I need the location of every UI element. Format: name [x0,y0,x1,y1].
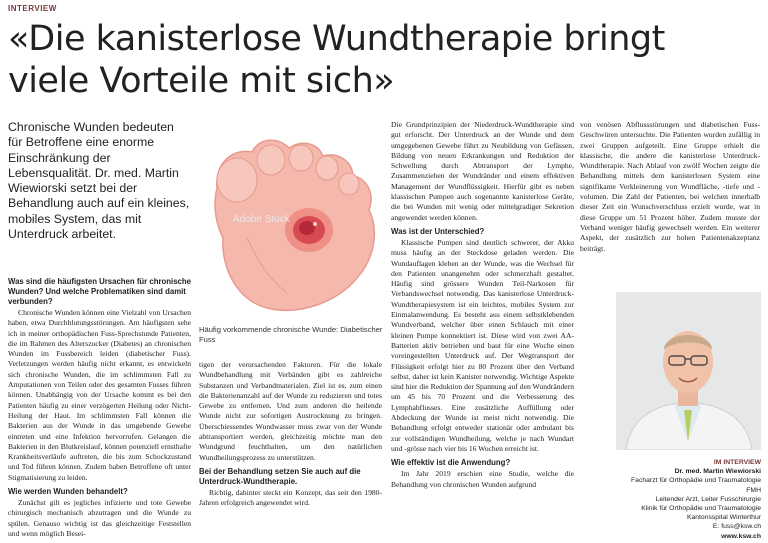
text-column-2 [199,360,382,509]
text-column-3 [391,120,574,490]
doctor-portrait [616,292,761,450]
image-caption: Häufig vorkommende chronische Wunde: Diabetischer Fuss [199,325,383,344]
diabetic-foot-illustration [197,118,387,328]
answer-paragraph: von venösen Abflussstörungen und diabetischen Fuss-Geschwüren untersuchte. Die Patienten wurden zufällig in zwei Gruppen aufgeteilt. Eine Gruppe erhielt die klassische, die andere die kanisterlose Unterdruck-Wundtherapie. Nach Ablauf von zwölf Wochen zeigte die Behandlung mittels dem kanisterlosen System eine signifikante Verkleinerung von Wundfläche, -tiefe und -volumen. Die Zahl der Patienten, bei welchen innerhalb dieser Zeit ein Wunschverschluss erzielt wurde, war in diese Gruppe um 51 Prozent höher. Zudem musste der Verband weniger häufig gewechselt werden. Ein weiterer Aspekt, der zusätzlich zur hohen Patientenakzeptanz beiträgt. [580,120,760,253]
article-headline: «Die kanisterlose Wundtherapie bringt viele Vorteile mit sich» [8,19,665,101]
question-heading: Wie effektiv ist die Anwendung? [391,458,511,468]
watermark-text: Adobe Stock [233,214,290,225]
interviewee-bio [616,458,761,541]
question-heading: Was ist der Unterschied? [391,226,485,236]
answer-paragraph: Chronische Wunden können eine Vielzahl von Ursachen haben, etwa Durchblutungsstörungen. Am häufigsten sehe ich in meiner orthopädischen Fuss-Sprechstunde Patienten, die im Rahmen des Alterszucker (Diabetes) an chronischen Wunden im Fussbereich leiden (diabetischer Fuss). Verletzungen werden häufig nicht erkannt, es entwickeln sich chronische Wunden, die im schlimmsten Fall zu Amputationen von Teilen oder des gesamten Fusses führen können. Unabhängig von der Ursache kommt es bei den Patienten häufig zu einer verzögerten Heilung oder Nicht-Heilung der Haut. Im schlimmsten Fall können die Bakterien aus der Wunde in das umgebende Gewebe eintreten und eine Infektion hervorrufen. Gelangen die Bakterien in den Blutkreislauf, können potenziell ernsthafte Krankheitsverläufe auftreten, die bis zum Schockzustand und Tod führen können. Zudem haben Betroffene oft unter Stigmatisierung zu leiden. [8,308,191,482]
answer-paragraph: tigen der verursachenden Faktoren. Für die lokale Wundbehandlung mit Verbänden gibt es zahlreiche Substanzen und Verbandmaterialen. Ziel ist es, zum einen die Bakterienanzahl auf der Wunde zu reduzieren und totes Gewebe zu entfernen. Und zum anderen die heilende Wunde nicht zur sofortigen Austrocknung zu bringen. Überschiessendes Wundwasser muss zwar von der Wunde abtransportiert werden, gleichzeitig möchte man den Wundgrund feuchthalten, um den natürlichen Wundheilungsprozess zu unterstützen. [199,360,382,462]
text-column-4 [580,120,760,254]
bio-clinic: Klinik für Orthopädie und Traumatologie [641,505,761,513]
text-column-1 [8,273,191,539]
question-heading: Bei der Behandlung setzen Sie auch auf die Unterdruck-Wundtherapie. [199,466,361,486]
bio-position: Leitender Arzt, Leiter Fusschirurgie [655,495,761,503]
section-kicker: INTERVIEW [8,4,57,13]
bio-hospital: Kantonsspital Winterthur [686,514,761,522]
bio-website: www.ksw.ch [721,532,761,540]
question-heading: Wie werden Wunden behandelt? [8,487,128,497]
article-lede: Chronische Wunden bedeuten für Betroffene eine enorme Einschränkung der Lebensqualität. Dr. med. Martin Wiewiorski setzt bei der Behandlung auch auf ein kleines, mobiles System, das mit Unterdruck arbeitet. [8,120,190,242]
answer-paragraph: Richtig, dahinter steckt ein Konzept, das seit den 1980-Jahren erfolgreich angewendet wird. [199,487,382,508]
bio-email: E: fuss@ksw.ch [712,523,761,531]
question-heading: Was sind die häufigsten Ursachen für chronische Wunden? Und welche Problematiken sind damit verbunden? [8,277,191,306]
answer-paragraph: Die Grundprinzipien der Niederdruck-Wundtherapie sind gut erforscht. Der Unterdruck an der Wunde und dem umgegebenen Gewebe führt zu Neubildung von Gefässen, Bildung von neuen Erkrankungen und Reduktion der Schwellung durch Abtransport der Lymphe, Zusammenziehen der Wundränder und einem effektiven Management der Wundflüssigkeit. Hierfür gibt es neben klassischen Pumpen auch sogenannte kanisterlose Geräte, die bei Wunden mit wenig oder mittelgradiger Sekretion angewendet werden können. [391,120,574,222]
answer-paragraph: Klassische Pumpen sind deutlich schwerer, der Akku muss häufig an der Steckdose geladen werden. Die Wundauflagen kleben an der Wunde, was die Wechsel für den Patienten unangenehm oder schmerzhaft gestaltet. Häufig sind grössere Wunden Teil-Narkosen für Verbandswechsel notwendig. Das kanisterlose Unterdruck-Wundtherapiesystem ist ein leichtes, mobiles System zur Einmalanwendung. Es besteht aus einem selbstklebenden Wundverband, welcher über einen Schlauch mit einer kleinen Pumpe konnektiert ist. Diese wird von zwei AA-Batterien aktiv betrieben und baut für eine Woche einen voreingestellten Unterdruck auf. Der Wegtransport der Flüssigkeit erfolgt hier zu 80 Prozent über den Verband selbst, daher ist kein Kanister notwendig. Wichtige Aspekte sind hier die Reduktion der Spannung auf den Wundrändern um 45 bis 70 Prozent und die Verbesserung des Lymphabflusses. Eine zusätzliche Auffüllung oder Abdeckung der Wunde ist meist nicht notwendig. Die Behandlung erfolgt entweder stationär oder ambulant bis zur vollständigen Wundheilung, welche je nach Wundart und -grösse nach vier bis 16 Wochen erreicht ist. [391,237,574,453]
bio-name: Dr. med. Martin Wiewiorski [674,468,761,476]
bio-title: Facharzt für Orthopädie und Traumatologie FMH [631,477,761,494]
answer-paragraph: Zunächst gilt es jegliches infizierte und tote Gewebe chirurgisch mechanisch abzutragen und die Wunde zu spülen. Genauso wichtig ist das gleichzeitige Feststellen und wenn möglich Besei- [8,498,191,538]
bio-heading: IM INTERVIEW [713,459,761,466]
answer-paragraph: Im Jahr 2019 erschien eine Studie, welche die Behandlung von chronischen Wunden aufgrund [391,469,574,489]
